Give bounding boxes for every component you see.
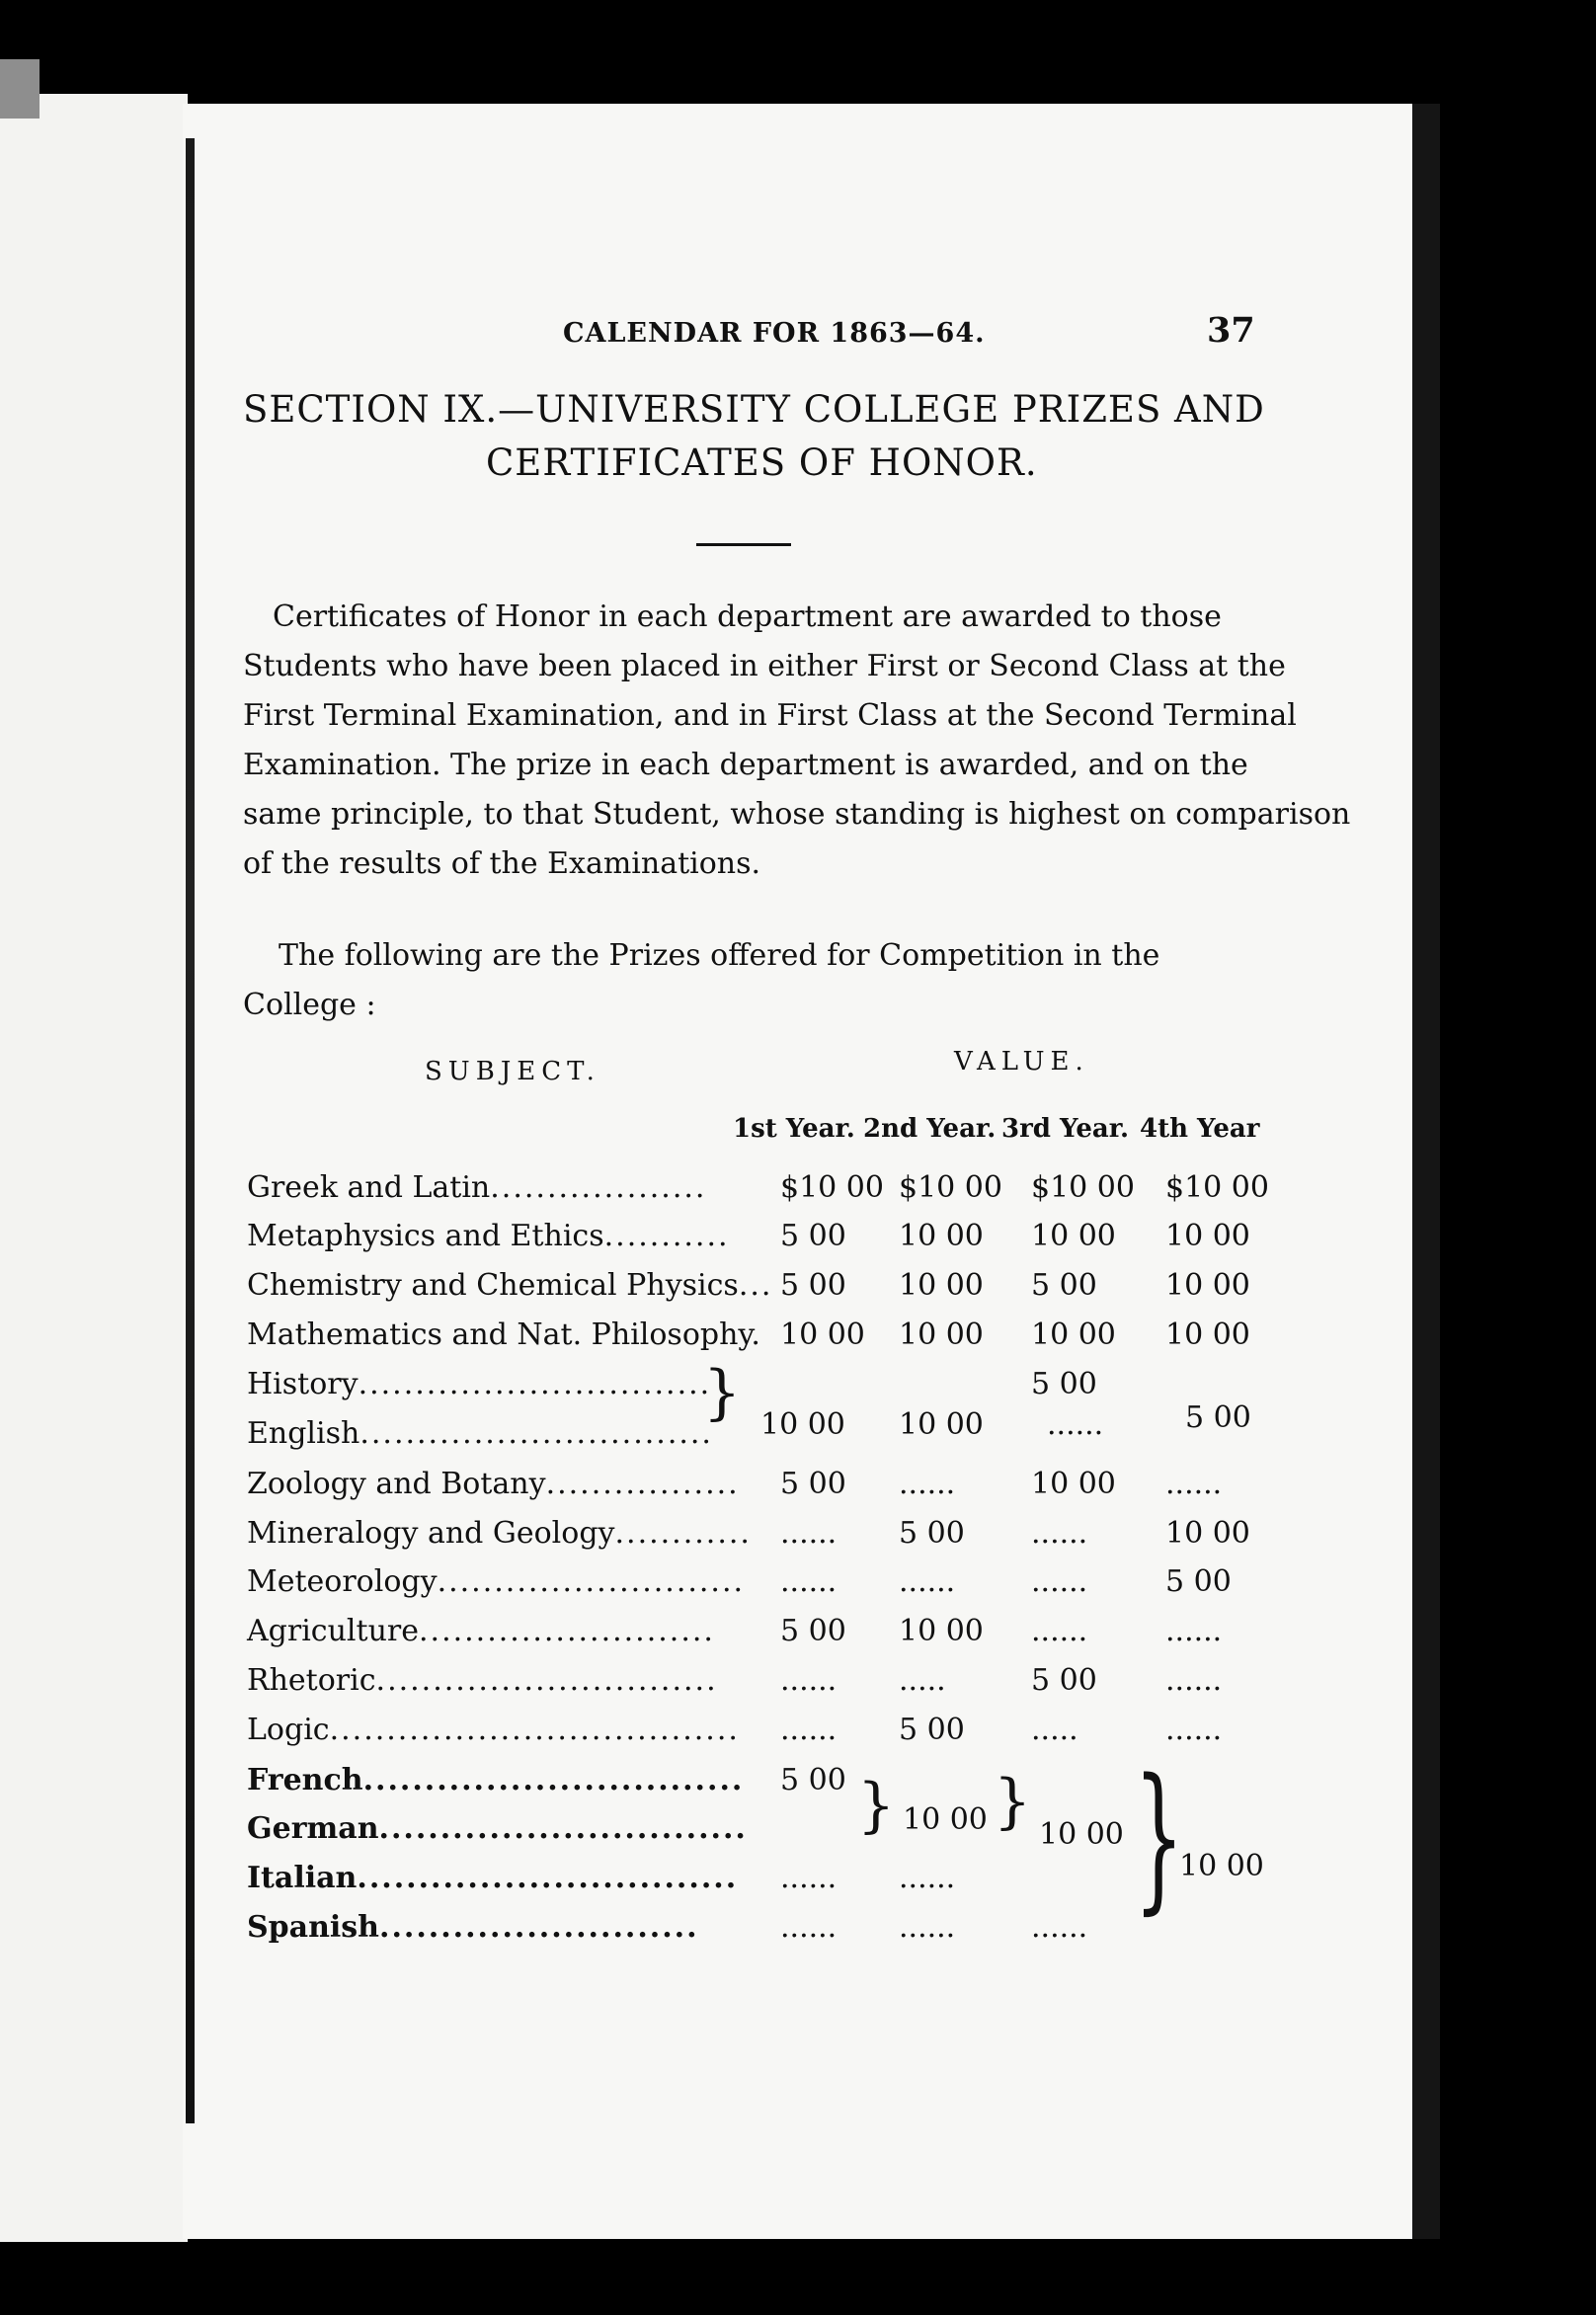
subject-label: Metaphysics and Ethics...........: [247, 1219, 730, 1253]
page-right-edge: [1412, 104, 1440, 2239]
year-header: 2nd Year.: [863, 1114, 997, 1144]
lead-line: College :: [243, 988, 376, 1022]
table-row: [247, 1663, 1274, 1703]
right-brace: }: [1134, 1744, 1184, 1929]
value-1st-year: 5 00: [780, 1763, 846, 1797]
section-title-line-2: CERTIFICATES OF HONOR.: [486, 441, 1038, 484]
value-4th-year: ......: [1165, 1614, 1223, 1648]
subject-label: History...............................: [247, 1367, 712, 1401]
table-row: [247, 1564, 1274, 1604]
title-rule: [696, 543, 791, 546]
right-brace: }: [857, 1771, 896, 1840]
value-2nd-year: 10 00: [899, 1317, 984, 1352]
subject-label: Spanish..........................: [247, 1910, 699, 1945]
value-3rd-year: $10 00: [1031, 1170, 1135, 1205]
page-gutter-shadow: [186, 138, 195, 2123]
subject-column-header: SUBJECT.: [425, 1057, 600, 1086]
value-4th-year: ......: [1165, 1467, 1223, 1501]
subject-label: English...............................: [247, 1416, 713, 1451]
merged-value: 10 00: [899, 1407, 984, 1442]
value-1st-year: 5 00: [780, 1614, 846, 1648]
value-2nd-year: ......: [899, 1910, 956, 1945]
subject-label: Agriculture..........................: [247, 1614, 715, 1648]
right-brace: }: [994, 1767, 1032, 1836]
merged-value: ......: [1047, 1407, 1104, 1442]
intro-line: First Terminal Examination, and in First Class at the Second Terminal: [243, 698, 1297, 733]
table-row: [247, 1713, 1274, 1752]
intro-line: Examination. The prize in each department is awarded, and on the: [243, 748, 1248, 782]
value-4th-year: 10 00: [1165, 1317, 1250, 1352]
year-header: 4th Year: [1140, 1114, 1260, 1144]
intro-line: of the results of the Examinations.: [243, 846, 761, 881]
table-row: [247, 1861, 1274, 1900]
value-1st-year: 5 00: [780, 1467, 846, 1501]
table-row: [247, 1516, 1274, 1556]
value-4th-year: 10 00: [1165, 1219, 1250, 1253]
value-1st-year: 5 00: [780, 1219, 846, 1253]
value-3rd-year: ......: [1031, 1614, 1088, 1648]
value-4th-year: ......: [1165, 1713, 1223, 1747]
table-row: [247, 1763, 1274, 1802]
value-2nd-year: .....: [899, 1663, 946, 1698]
value-2nd-year: 5 00: [899, 1713, 965, 1747]
subject-label: Mathematics and Nat. Philosophy.: [247, 1317, 760, 1352]
subject-label: German..............................: [247, 1811, 748, 1846]
page-number: 37: [1207, 310, 1255, 351]
right-brace: }: [703, 1358, 742, 1427]
subject-label: Chemistry and Chemical Physics...: [247, 1268, 773, 1303]
value-2nd-year: ......: [899, 1861, 956, 1895]
value-4th-year: ......: [1165, 1663, 1223, 1698]
merged-value: 10 00: [760, 1407, 845, 1442]
table-row: [247, 1317, 1274, 1357]
value-3rd-year: ......: [1031, 1564, 1088, 1599]
subject-label: Rhetoric..............................: [247, 1663, 718, 1698]
value-3rd-year: 5 00: [1031, 1367, 1097, 1401]
table-row: [247, 1614, 1274, 1653]
value-1st-year: ......: [780, 1910, 838, 1945]
value-2nd-year: ......: [899, 1467, 956, 1501]
subject-label: Greek and Latin...................: [247, 1170, 707, 1205]
lead-line: The following are the Prizes offered for Competition in the: [279, 938, 1160, 973]
value-3rd-year: 5 00: [1031, 1663, 1097, 1698]
table-row: [247, 1367, 1274, 1406]
value-2nd-year: ......: [899, 1564, 956, 1599]
value-1st-year: $10 00: [780, 1170, 884, 1205]
merged-value: 5 00: [1185, 1400, 1251, 1435]
intro-line: Students who have been placed in either First or Second Class at the: [243, 649, 1286, 683]
value-2nd-year: 5 00: [899, 1516, 965, 1551]
value-3rd-year: ......: [1031, 1910, 1088, 1945]
year-header: 1st Year.: [733, 1114, 855, 1144]
value-1st-year: ......: [780, 1516, 838, 1551]
value-2nd-year: 10 00: [899, 1219, 984, 1253]
table-row: [247, 1910, 1274, 1950]
value-1st-year: ......: [780, 1564, 838, 1599]
value-2nd-year: 10 00: [899, 1614, 984, 1648]
value-1st-year: 5 00: [780, 1268, 846, 1303]
merged-value: 10 00: [903, 1802, 988, 1837]
value-2nd-year: 10 00: [899, 1268, 984, 1303]
running-header: CALENDAR FOR 1863—64.: [563, 318, 986, 349]
value-3rd-year: ......: [1031, 1516, 1088, 1551]
value-4th-year: 5 00: [1165, 1564, 1232, 1599]
subject-label: Zoology and Botany.................: [247, 1467, 740, 1501]
value-4th-year: $10 00: [1165, 1170, 1269, 1205]
value-3rd-year: .....: [1031, 1713, 1078, 1747]
merged-value: 10 00: [1179, 1849, 1264, 1883]
value-2nd-year: $10 00: [899, 1170, 1002, 1205]
subject-label: French...............................: [247, 1763, 745, 1797]
subject-label: Logic....................................: [247, 1713, 740, 1747]
section-title-line-1: SECTION IX.—UNIVERSITY COLLEGE PRIZES AND: [243, 388, 1265, 431]
value-3rd-year: 5 00: [1031, 1268, 1097, 1303]
subject-label: Meteorology...........................: [247, 1564, 746, 1599]
value-4th-year: 10 00: [1165, 1268, 1250, 1303]
facing-page-edge: [0, 94, 188, 2242]
value-1st-year: ......: [780, 1663, 838, 1698]
merged-value: 10 00: [1039, 1817, 1124, 1852]
value-4th-year: 10 00: [1165, 1516, 1250, 1551]
table-row: [247, 1268, 1274, 1308]
value-column-header: VALUE.: [954, 1047, 1089, 1077]
value-3rd-year: 10 00: [1031, 1467, 1116, 1501]
value-3rd-year: 10 00: [1031, 1317, 1116, 1352]
subject-label: Mineralogy and Geology............: [247, 1516, 752, 1551]
intro-line: Certificates of Honor in each department are awarded to those: [273, 599, 1222, 634]
year-header: 3rd Year.: [1001, 1114, 1130, 1144]
table-row: [247, 1219, 1274, 1258]
intro-line: same principle, to that Student, whose standing is highest on comparison: [243, 797, 1351, 832]
table-row: [247, 1467, 1274, 1506]
value-1st-year: ......: [780, 1713, 838, 1747]
scan-margin-strip: [0, 59, 40, 119]
subject-label: Italian...............................: [247, 1861, 739, 1895]
value-1st-year: ......: [780, 1861, 838, 1895]
table-row: [247, 1170, 1274, 1210]
value-3rd-year: 10 00: [1031, 1219, 1116, 1253]
value-1st-year: 10 00: [780, 1317, 865, 1352]
